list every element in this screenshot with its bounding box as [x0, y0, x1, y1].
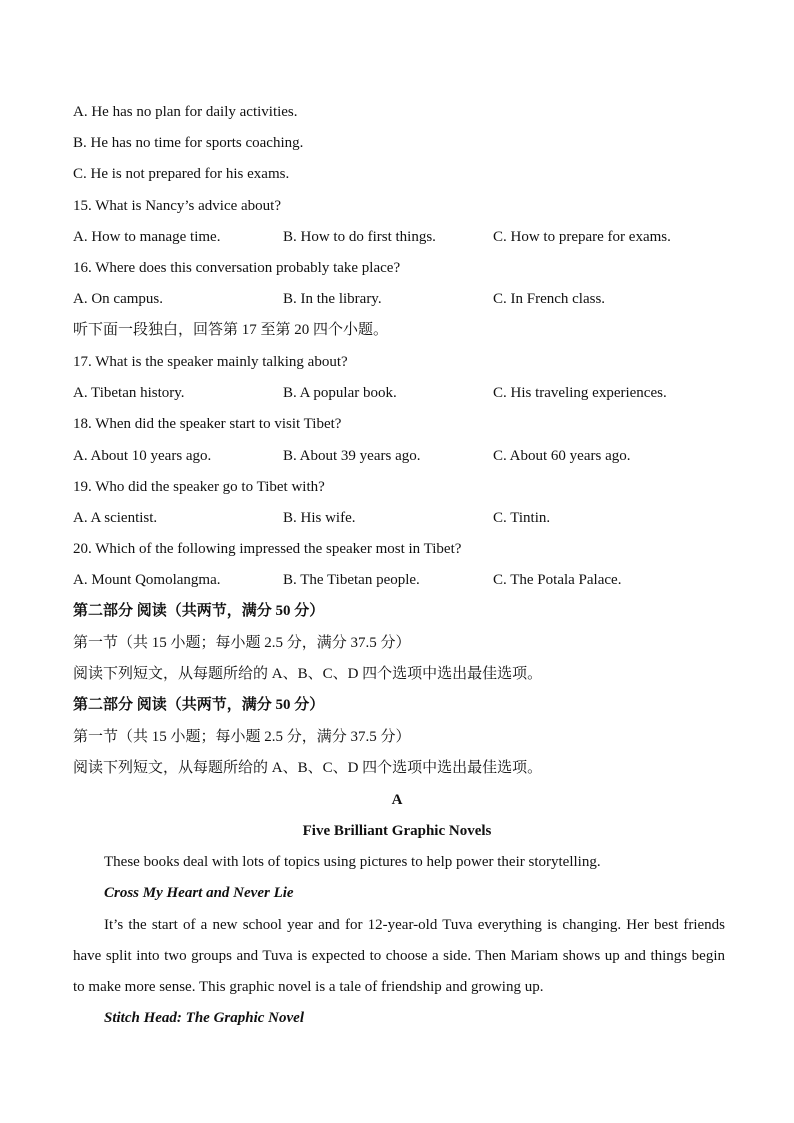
option-a: A. On campus. — [73, 291, 163, 307]
monologue-instruction: 听下面一段独白，回答第 17 至第 20 四个小题。 — [73, 322, 389, 338]
q14-option-a: A. He has no plan for daily activities. — [73, 104, 298, 120]
option-a: A. Mount Qomolangma. — [73, 572, 221, 588]
passage-title: Five Brilliant Graphic Novels — [302, 823, 492, 839]
q14-option-c: C. He is not prepared for his exams. — [73, 166, 290, 182]
option-c: C. Tintin. — [493, 510, 551, 526]
question-options-15 — [73, 227, 733, 247]
option-b: B. About 39 years ago. — [283, 448, 421, 464]
option-a: A. How to manage time. — [73, 229, 221, 245]
question-options-19 — [73, 508, 733, 528]
option-b: B. A popular book. — [283, 385, 397, 401]
part2-instruction: 阅读下列短文，从每题所给的 A、B、C、D 四个选项中选出最佳选项。 — [73, 666, 543, 682]
passage-letter: A — [391, 792, 403, 808]
part2-instruction-repeat: 阅读下列短文，从每题所给的 A、B、C、D 四个选项中选出最佳选项。 — [73, 760, 543, 776]
question-options-16 — [73, 289, 733, 309]
question-options-17 — [73, 383, 733, 403]
question-stem-17: 17. What is the speaker mainly talking about? — [73, 354, 348, 370]
option-c: C. In French class. — [493, 291, 606, 307]
option-a: A. A scientist. — [73, 510, 158, 526]
question-options-18 — [73, 446, 733, 466]
option-b: B. How to do first things. — [283, 229, 436, 245]
option-b: B. The Tibetan people. — [283, 572, 420, 588]
book-title-1: Cross My Heart and Never Lie — [104, 885, 294, 901]
question-options-20 — [73, 570, 733, 590]
option-c: C. About 60 years ago. — [493, 448, 631, 464]
option-c: C. His traveling experiences. — [493, 385, 667, 401]
question-stem-15: 15. What is Nancy’s advice about? — [73, 198, 281, 214]
part2-heading: 第二部分 阅读（共两节，满分 50 分） — [73, 603, 325, 619]
option-b: B. His wife. — [283, 510, 356, 526]
question-stem-19: 19. Who did the speaker go to Tibet with? — [73, 479, 325, 495]
question-stem-18: 18. When did the speaker start to visit Tibet? — [73, 416, 342, 432]
book-description-1: It’s the start of a new school year and for 12-year-old Tuva everything is changing. Her best friends have split into two groups and Tuva is expected to choose a side. Then Mariam shows up and things begin to make more sense. This graphic novel is a tale of friendship and growing up. — [73, 917, 725, 995]
option-c: C. How to prepare for exams. — [493, 229, 671, 245]
option-a: A. About 10 years ago. — [73, 448, 212, 464]
part2-section: 第一节（共 15 小题；每小题 2.5 分，满分 37.5 分） — [73, 635, 411, 651]
option-b: B. In the library. — [283, 291, 382, 307]
question-stem-20: 20. Which of the following impressed the speaker most in Tibet? — [73, 541, 462, 557]
q14-option-b: B. He has no time for sports coaching. — [73, 135, 304, 151]
option-c: C. The Potala Palace. — [493, 572, 622, 588]
question-stem-16: 16. Where does this conversation probably take place? — [73, 260, 401, 276]
passage-intro: These books deal with lots of topics using pictures to help power their storytelling. — [104, 854, 601, 870]
part2-section-repeat: 第一节（共 15 小题；每小题 2.5 分，满分 37.5 分） — [73, 729, 411, 745]
option-a: A. Tibetan history. — [73, 385, 185, 401]
part2-heading-repeat: 第二部分 阅读（共两节，满分 50 分） — [73, 697, 325, 713]
book-title-2: Stitch Head: The Graphic Novel — [104, 1010, 304, 1026]
